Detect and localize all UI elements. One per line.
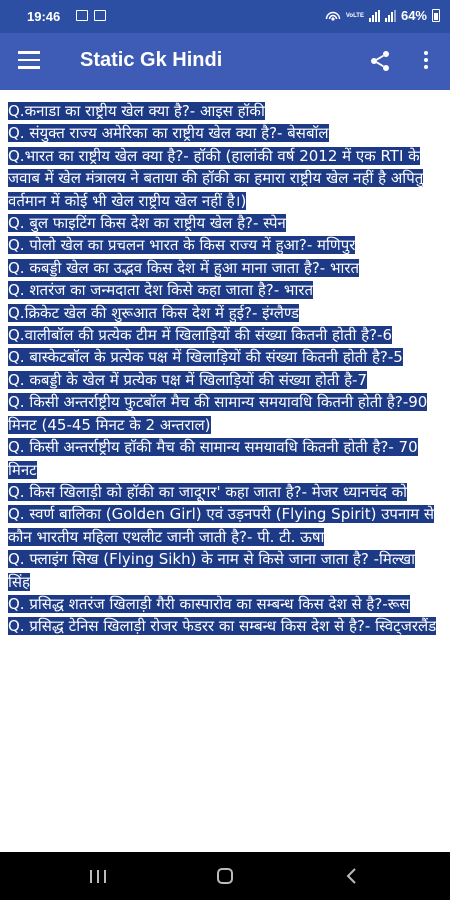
qa-item[interactable]: Q.क्रिकेट खेल की शुरूआत किस देश में हुई?- इंग्लैण्ड — [8, 303, 300, 322]
qa-item[interactable]: Q. कबड्डी के खेल में प्रत्येक पक्ष में खिलाड़ियों की संख्या होती है-7 — [8, 370, 367, 389]
qa-item[interactable]: Q. प्रसिद्ध टेनिस खिलाड़ी रोजर फेडरर का सम्बन्ध किस देश से है?- स्विट्जरलैंड — [8, 617, 437, 636]
qa-item[interactable]: Q. किस खिलाड़ी को हॉकी का जादूगर' कहा जाता है?- मेजर ध्यानचंद को — [8, 482, 408, 501]
more-vertical-icon[interactable] — [418, 49, 434, 73]
qa-item[interactable]: Q. शतरंज का जन्मदाता देश किसे कहा जाता है?- भारत — [8, 281, 314, 300]
navigation-bar — [0, 852, 450, 900]
qa-item[interactable]: Q. फ्लाइंग सिख (Flying Sikh) के नाम से किसे जाना जाता है? -मिल्खा सिंह — [8, 550, 415, 591]
qa-text[interactable] — [8, 100, 441, 638]
status-time: 19:46 — [27, 9, 61, 24]
system-icons — [325, 8, 440, 23]
battery-icon — [432, 9, 440, 22]
app-bar — [0, 33, 450, 90]
notification-icons — [76, 10, 106, 21]
qa-content[interactable] — [8, 100, 441, 852]
qa-item[interactable]: Q. प्रसिद्ध शतरंज खिलाड़ी गैरी कास्पारोव का सम्बन्ध किस देश से है?-रूस — [8, 594, 410, 613]
status-bar — [0, 0, 450, 33]
qa-item[interactable]: Q. बास्केटबॉल के प्रत्येक पक्ष में खिलाड़ियों की संख्या कितनी होती है?-5 — [8, 348, 403, 367]
screen-notification-icon — [94, 10, 106, 21]
signal-icon-2 — [385, 10, 396, 22]
qa-item[interactable]: Q. किसी अन्तर्राष्ट्रीय हॉकी मैच की सामान्य समयावधि कितनी होती है?- 70 मिनट — [8, 438, 418, 479]
app-title: Static Gk Hindi — [80, 49, 223, 71]
back-chevron-icon[interactable] — [332, 862, 372, 890]
qa-item[interactable]: Q. किसी अन्तर्राष्ट्रीय फुटबॉल मैच की सामान्य समयावधि कितनी होती है?-90 मिनट (45-45 मिनट के 2 अन्तराल) — [8, 393, 428, 434]
home-icon[interactable] — [205, 862, 245, 890]
recent-apps-icon[interactable] — [78, 862, 118, 890]
qa-item[interactable]: Q. स्वर्ण बालिका (Golden Girl) एवं उड़नपरी (Flying Spirit) उपनाम से कौन भारतीय महिला एथलीट जानी जाती है?- पी. टी. ऊषा — [8, 505, 435, 546]
share-icon[interactable] — [368, 49, 392, 73]
hamburger-menu-icon[interactable] — [18, 51, 40, 71]
qa-item[interactable]: Q.भारत का राष्ट्रीय खेल क्या है?- हॉकी (हालांकी वर्ष 2012 में एक RTI के जवाब में खेल मंत्रालय ने बताया की हॉकी का हमारा राष्ट्रीय खेल नहीं है अपितु वर्तमान में कोई भी खेल राष्ट्रीय खेल नहीं है।) — [8, 146, 424, 210]
signal-icon-1 — [369, 10, 380, 22]
qa-item[interactable]: Q. बुल फाइटिंग किस देश का राष्ट्रीय खेल है?- स्पेन — [8, 214, 286, 233]
qa-item[interactable]: Q.कनाडा का राष्ट्रीय खेल क्या है?- आइस हॉकी — [8, 102, 265, 120]
qa-item[interactable]: Q. पोलो खेल का प्रचलन भारत के किस राज्य में हुआ?- मणिपुर — [8, 236, 356, 255]
image-notification-icon — [76, 10, 88, 21]
volte-label: VoLTE — [345, 12, 364, 19]
battery-percent: 64% — [400, 8, 427, 23]
hotspot-icon — [325, 10, 341, 22]
qa-item[interactable]: Q. कबड्डी खेल का उद्भव किस देश में हुआ माना जाता है?- भारत — [8, 258, 360, 277]
qa-item[interactable]: Q.वालीबॉल की प्रत्येक टीम में खिलाड़ियों की संख्या कितनी होती है?-6 — [8, 326, 392, 345]
qa-item[interactable]: Q. संयुक्त राज्य अमेरिका का राष्ट्रीय खेल क्या है?- बेसबॉल — [8, 124, 329, 143]
